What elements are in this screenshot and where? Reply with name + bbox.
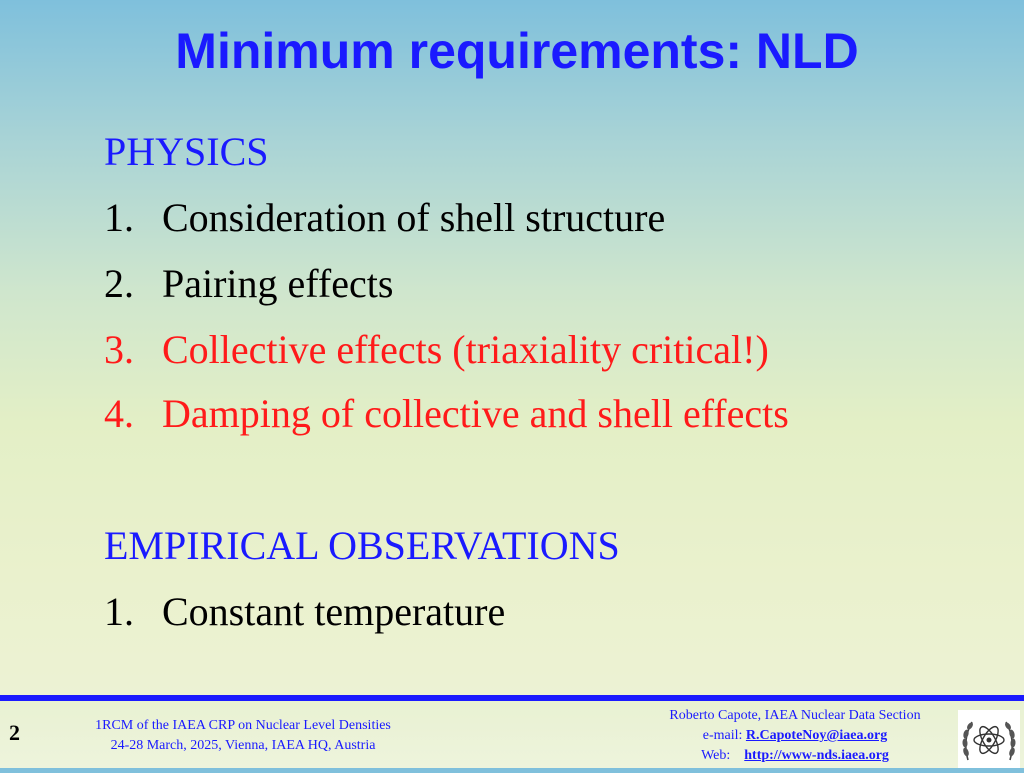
item-text: Damping of collective and shell effects [162, 391, 789, 436]
email-line [620, 726, 970, 746]
empirical-item-1 [104, 588, 505, 636]
web-label: Web: [701, 748, 731, 763]
meeting-title: 1RCM of the IAEA CRP on Nuclear Level Densities [95, 718, 391, 733]
physics-item-1 [104, 194, 665, 242]
meeting-date-place: 24-28 March, 2025, Vienna, IAEA HQ, Austria [110, 738, 376, 753]
item-number: 1. [104, 195, 134, 240]
item-number: 2. [104, 261, 134, 306]
empirical-heading: EMPIRICAL OBSERVATIONS [104, 523, 620, 568]
item-number: 3. [104, 327, 134, 372]
web-link[interactable]: http://www-nds.iaea.org [744, 748, 889, 763]
iaea-logo-icon [958, 710, 1020, 768]
physics-item-2 [104, 260, 393, 308]
author-line: Roberto Capote, IAEA Nuclear Data Section [669, 708, 921, 723]
physics-item-3 [104, 326, 769, 374]
item-number: 1. [104, 589, 134, 634]
item-text: Consideration of shell structure [162, 195, 666, 240]
physics-item-4 [104, 390, 789, 438]
contact-info [620, 706, 970, 766]
web-line [620, 746, 970, 766]
physics-heading: PHYSICS [104, 129, 269, 174]
meeting-info [62, 716, 424, 756]
email-label: e-mail: [702, 728, 743, 743]
item-text: Constant temperature [162, 589, 506, 634]
item-number: 4. [104, 391, 134, 436]
item-text: Pairing effects [162, 261, 394, 306]
slide-number: 2 [9, 720, 20, 745]
email-link[interactable]: R.CapoteNoy@iaea.org [745, 728, 888, 743]
slide-title: Minimum requirements: NLD [175, 23, 859, 79]
item-text: Collective effects (triaxiality critical!) [162, 327, 769, 372]
